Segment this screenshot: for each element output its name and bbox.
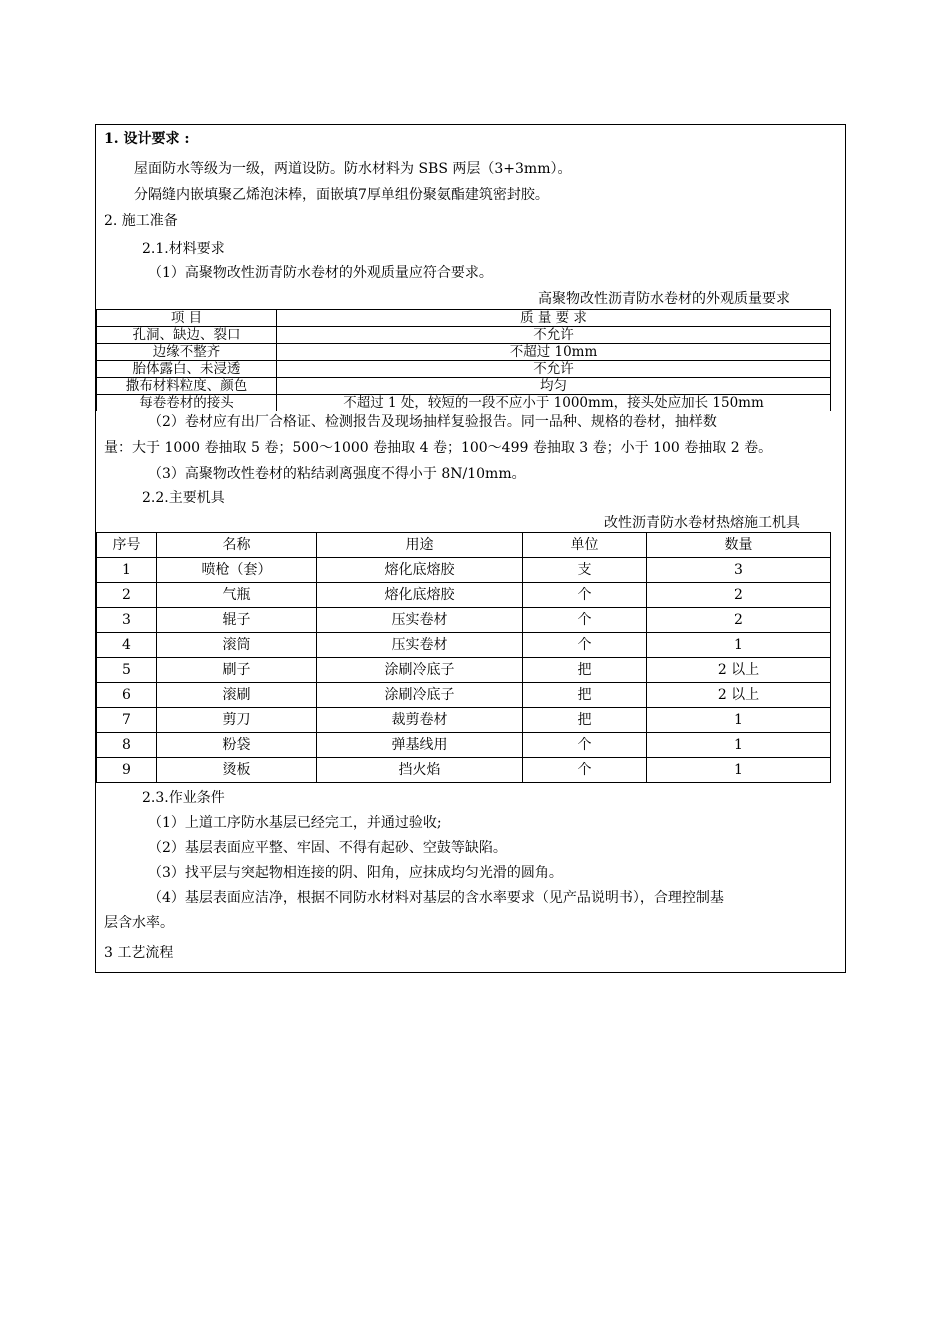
section1-heading: 1. 设计要求 : (104, 131, 190, 147)
table-cell: 7 (97, 708, 157, 733)
table-cell: 喷枪（套） (157, 558, 317, 583)
table-cell: 2 以上 (647, 658, 831, 683)
table-row (97, 583, 831, 608)
table-cell: 把 (523, 708, 647, 733)
sub1-item1: （1）高聚物改性沥青防水卷材的外观质量应符合要求。 (148, 265, 493, 281)
sub1-item2-line2: 量：大于 1000 卷抽取 5 卷；500～1000 卷抽取 4 卷；100～499 卷抽取 3 卷；小于 100 卷抽取 2 卷。 (104, 440, 773, 456)
table-row (97, 608, 831, 633)
table-cell: 9 (97, 758, 157, 783)
table-cell: 1 (647, 708, 831, 733)
table-cell: 边缘不整齐 (97, 344, 277, 361)
quality-table-caption: 高聚物改性沥青防水卷材的外观质量要求 (538, 291, 790, 307)
table-row (97, 683, 831, 708)
table-cell: 涂刷冷底子 (317, 658, 523, 683)
sub3-item-2: （2）基层表面应平整、牢固、不得有起砂、空鼓等缺陷。 (148, 840, 507, 856)
table-cell: 压实卷材 (317, 633, 523, 658)
table-cell: 3 (97, 608, 157, 633)
table-row (97, 395, 831, 412)
sub3-item-3: （3）找平层与突起物相连接的阴、阳角，应抹成均匀光滑的圆角。 (148, 865, 563, 881)
table-cell: 滚筒 (157, 633, 317, 658)
table-cell: 辊子 (157, 608, 317, 633)
table-header-cell: 用途 (317, 533, 523, 558)
table-header-cell: 项 目 (97, 310, 277, 327)
section1-line-2: 分隔缝内嵌填聚乙烯泡沫棒，面嵌填7厚单组份聚氨酯建筑密封胶。 (134, 187, 549, 203)
table-cell: 2 (97, 583, 157, 608)
table-row (97, 361, 831, 378)
table-cell: 不允许 (277, 327, 831, 344)
table-header-cell: 序号 (97, 533, 157, 558)
table-cell: 涂刷冷底子 (317, 683, 523, 708)
table-cell: 熔化底熔胶 (317, 558, 523, 583)
table-cell: 烫板 (157, 758, 317, 783)
table-cell: 2 (647, 583, 831, 608)
table-cell: 压实卷材 (317, 608, 523, 633)
table-header-cell: 数量 (647, 533, 831, 558)
sub3-item-4-cont: 层含水率。 (104, 915, 174, 931)
table-cell: 1 (647, 758, 831, 783)
section2-heading: 2. 施工准备 (104, 213, 178, 229)
table-row (97, 633, 831, 658)
table-cell: 8 (97, 733, 157, 758)
table-cell: 均匀 (277, 378, 831, 395)
sub3-heading: 2.3.作业条件 (142, 790, 225, 806)
table-cell: 1 (647, 633, 831, 658)
table-cell: 粉袋 (157, 733, 317, 758)
table-row (97, 708, 831, 733)
table-row (97, 758, 831, 783)
table-row (97, 378, 831, 395)
sub1-item3: （3）高聚物改性卷材的粘结剥离强度不得小于 8N/10mm。 (148, 466, 526, 482)
table-header-row (97, 310, 831, 327)
table-cell: 支 (523, 558, 647, 583)
table-cell: 把 (523, 658, 647, 683)
table-header-cell: 质 量 要 求 (277, 310, 831, 327)
table-cell: 滚刷 (157, 683, 317, 708)
table-cell: 个 (523, 608, 647, 633)
table-cell: 气瓶 (157, 583, 317, 608)
table-cell: 个 (523, 583, 647, 608)
table-cell: 个 (523, 633, 647, 658)
table-header-cell: 名称 (157, 533, 317, 558)
table-cell: 胎体露白、未浸透 (97, 361, 277, 378)
table-cell: 把 (523, 683, 647, 708)
section3-heading: 3 工艺流程 (104, 945, 174, 961)
table-cell: 个 (523, 733, 647, 758)
table-header-row (97, 533, 831, 558)
table-cell: 弹基线用 (317, 733, 523, 758)
tools-table (96, 532, 831, 783)
sub1-item2-line1: （2）卷材应有出厂合格证、检测报告及现场抽样复验报告。同一品种、规格的卷材，抽样数 (148, 414, 717, 430)
table-cell: 不允许 (277, 361, 831, 378)
table-cell: 个 (523, 758, 647, 783)
table-header-cell: 单位 (523, 533, 647, 558)
table-cell: 3 (647, 558, 831, 583)
table-cell: 裁剪卷材 (317, 708, 523, 733)
table-cell: 不超过 1 处，较短的一段不应小于 1000mm，接头处应加长 150mm (277, 395, 831, 412)
table-row (97, 733, 831, 758)
table-cell: 6 (97, 683, 157, 708)
table-cell: 4 (97, 633, 157, 658)
table-cell: 1 (647, 733, 831, 758)
sub3-item-1: （1）上道工序防水基层已经完工，并通过验收; (148, 815, 442, 831)
table-row (97, 327, 831, 344)
table-cell: 剪刀 (157, 708, 317, 733)
table-cell: 刷子 (157, 658, 317, 683)
tools-table-caption: 改性沥青防水卷材热熔施工机具 (604, 515, 800, 531)
table-row (97, 658, 831, 683)
table-row (97, 344, 831, 361)
table-cell: 1 (97, 558, 157, 583)
table-cell: 不超过 10mm (277, 344, 831, 361)
table-cell: 2 以上 (647, 683, 831, 708)
table-cell: 挡火焰 (317, 758, 523, 783)
sub1-heading: 2.1.材料要求 (142, 241, 225, 257)
table-cell: 5 (97, 658, 157, 683)
section1-line-1: 屋面防水等级为一级，两道设防。防水材料为 SBS 两层（3+3mm）。 (134, 161, 572, 177)
quality-table (96, 309, 831, 411)
table-row (97, 558, 831, 583)
table-cell: 熔化底熔胶 (317, 583, 523, 608)
table-cell: 孔洞、缺边、裂口 (97, 327, 277, 344)
sub3-item-4: （4）基层表面应洁净，根据不同防水材料对基层的含水率要求（见产品说明书），合理控制基 (148, 890, 724, 906)
table-cell: 2 (647, 608, 831, 633)
sub2-heading: 2.2.主要机具 (142, 490, 225, 506)
table-cell: 撒布材料粒度、颜色 (97, 378, 277, 395)
table-cell: 每卷卷材的接头 (97, 395, 277, 412)
